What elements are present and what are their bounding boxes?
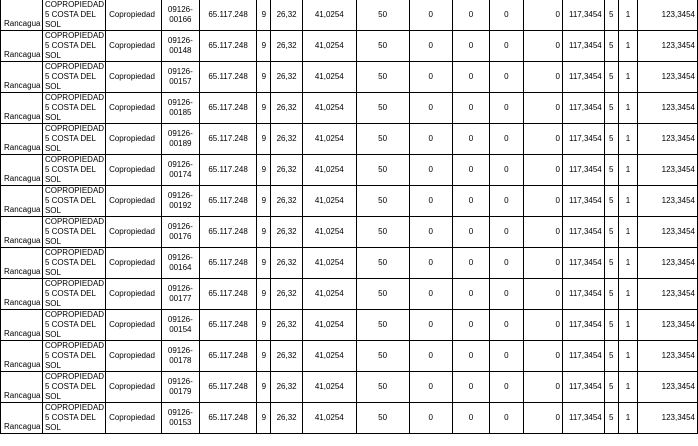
value-cell: 26,32 [271, 372, 303, 403]
rol-cell: 09126-00157 [161, 62, 199, 93]
value-cell: 5 [604, 372, 618, 403]
total-cell: 123,3454 [638, 217, 698, 248]
value-cell: 50 [356, 279, 409, 310]
property-name-cell: COPROPIEDAD 5 COSTA DEL SOL [42, 403, 105, 434]
value-cell: 50 [356, 372, 409, 403]
value-cell: 0 [490, 341, 523, 372]
property-type-cell: Copropiedad [106, 310, 162, 341]
value-cell: 50 [356, 341, 409, 372]
value-cell: 50 [356, 124, 409, 155]
value-cell: 50 [356, 155, 409, 186]
value-cell: 5 [604, 93, 618, 124]
value-cell: 1 [618, 186, 638, 217]
value-cell: 0 [490, 124, 523, 155]
rol-cell: 09126-00166 [161, 0, 199, 31]
value-cell: 1 [618, 124, 638, 155]
value-cell: 0 [523, 217, 562, 248]
rol-cell: 09126-00148 [161, 31, 199, 62]
value-cell: 0 [409, 31, 452, 62]
rut-cell: 65.117.248 [199, 62, 257, 93]
value-cell: 50 [356, 248, 409, 279]
value-cell: 0 [409, 217, 452, 248]
value-cell: 0 [490, 403, 523, 434]
property-type-cell: Copropiedad [106, 186, 162, 217]
rut-cell: 65.117.248 [199, 217, 257, 248]
rut-cell: 65.117.248 [199, 403, 257, 434]
value-cell: 9 [257, 62, 271, 93]
value-cell: 0 [523, 248, 562, 279]
value-cell: 9 [257, 279, 271, 310]
value-cell: 9 [257, 372, 271, 403]
total-cell: 123,3454 [638, 372, 698, 403]
value-cell: 0 [490, 0, 523, 31]
value-cell: 1 [618, 93, 638, 124]
property-name-cell: COPROPIEDAD 5 COSTA DEL SOL [42, 279, 105, 310]
property-type-cell: Copropiedad [106, 403, 162, 434]
total-cell: 123,3454 [638, 186, 698, 217]
value-cell: 0 [409, 310, 452, 341]
value-cell: 9 [257, 0, 271, 31]
city-cell: Rancagua [1, 62, 43, 93]
value-cell: 26,32 [271, 0, 303, 31]
value-cell: 0 [490, 372, 523, 403]
value-cell: 0 [490, 31, 523, 62]
city-cell: Rancagua [1, 403, 43, 434]
property-name-cell: COPROPIEDAD 5 COSTA DEL SOL [42, 155, 105, 186]
property-name-cell: COPROPIEDAD 5 COSTA DEL SOL [42, 0, 105, 31]
property-name-cell: COPROPIEDAD 5 COSTA DEL SOL [42, 248, 105, 279]
table-row [1, 341, 698, 372]
city-cell: Rancagua [1, 310, 43, 341]
value-cell: 41,0254 [303, 155, 357, 186]
property-type-cell: Copropiedad [106, 124, 162, 155]
value-cell: 5 [604, 186, 618, 217]
value-cell: 117,3454 [562, 124, 604, 155]
value-cell: 50 [356, 0, 409, 31]
value-cell: 5 [604, 248, 618, 279]
total-cell: 123,3454 [638, 248, 698, 279]
value-cell: 1 [618, 372, 638, 403]
value-cell: 9 [257, 155, 271, 186]
value-cell: 5 [604, 62, 618, 93]
value-cell: 26,32 [271, 186, 303, 217]
property-type-cell: Copropiedad [106, 248, 162, 279]
city-cell: Rancagua [1, 124, 43, 155]
value-cell: 5 [604, 124, 618, 155]
table-row [1, 279, 698, 310]
rol-cell: 09126-00179 [161, 372, 199, 403]
value-cell: 9 [257, 310, 271, 341]
value-cell: 0 [490, 155, 523, 186]
value-cell: 50 [356, 310, 409, 341]
value-cell: 0 [409, 155, 452, 186]
rol-cell: 09126-00192 [161, 186, 199, 217]
total-cell: 123,3454 [638, 341, 698, 372]
value-cell: 117,3454 [562, 31, 604, 62]
value-cell: 26,32 [271, 341, 303, 372]
value-cell: 41,0254 [303, 248, 357, 279]
value-cell: 41,0254 [303, 310, 357, 341]
total-cell: 123,3454 [638, 124, 698, 155]
total-cell: 123,3454 [638, 31, 698, 62]
table-row [1, 0, 698, 31]
property-name-cell: COPROPIEDAD 5 COSTA DEL SOL [42, 341, 105, 372]
value-cell: 0 [490, 217, 523, 248]
city-cell: Rancagua [1, 217, 43, 248]
value-cell: 26,32 [271, 62, 303, 93]
property-type-cell: Copropiedad [106, 93, 162, 124]
value-cell: 0 [409, 93, 452, 124]
total-cell: 123,3454 [638, 0, 698, 31]
value-cell: 117,3454 [562, 372, 604, 403]
value-cell: 0 [490, 310, 523, 341]
table-row [1, 62, 698, 93]
property-type-cell: Copropiedad [106, 279, 162, 310]
value-cell: 0 [452, 0, 489, 31]
rut-cell: 65.117.248 [199, 186, 257, 217]
value-cell: 9 [257, 93, 271, 124]
value-cell: 5 [604, 31, 618, 62]
value-cell: 0 [523, 186, 562, 217]
value-cell: 117,3454 [562, 341, 604, 372]
rol-cell: 09126-00176 [161, 217, 199, 248]
value-cell: 0 [409, 186, 452, 217]
value-cell: 0 [490, 186, 523, 217]
value-cell: 41,0254 [303, 124, 357, 155]
rut-cell: 65.117.248 [199, 310, 257, 341]
total-cell: 123,3454 [638, 93, 698, 124]
value-cell: 117,3454 [562, 403, 604, 434]
rut-cell: 65.117.248 [199, 155, 257, 186]
table-row [1, 372, 698, 403]
rut-cell: 65.117.248 [199, 372, 257, 403]
value-cell: 1 [618, 310, 638, 341]
city-cell: Rancagua [1, 31, 43, 62]
value-cell: 0 [452, 31, 489, 62]
rol-cell: 09126-00153 [161, 403, 199, 434]
value-cell: 0 [490, 279, 523, 310]
rut-cell: 65.117.248 [199, 279, 257, 310]
property-type-cell: Copropiedad [106, 0, 162, 31]
property-name-cell: COPROPIEDAD 5 COSTA DEL SOL [42, 62, 105, 93]
value-cell: 41,0254 [303, 62, 357, 93]
value-cell: 5 [604, 279, 618, 310]
value-cell: 0 [452, 186, 489, 217]
property-name-cell: COPROPIEDAD 5 COSTA DEL SOL [42, 93, 105, 124]
value-cell: 9 [257, 403, 271, 434]
total-cell: 123,3454 [638, 155, 698, 186]
value-cell: 9 [257, 31, 271, 62]
value-cell: 0 [523, 155, 562, 186]
value-cell: 117,3454 [562, 0, 604, 31]
city-cell: Rancagua [1, 248, 43, 279]
property-name-cell: COPROPIEDAD 5 COSTA DEL SOL [42, 310, 105, 341]
value-cell: 1 [618, 155, 638, 186]
value-cell: 0 [452, 248, 489, 279]
value-cell: 41,0254 [303, 403, 357, 434]
value-cell: 1 [618, 62, 638, 93]
city-cell: Rancagua [1, 279, 43, 310]
value-cell: 0 [490, 248, 523, 279]
value-cell: 1 [618, 248, 638, 279]
value-cell: 0 [452, 124, 489, 155]
value-cell: 0 [490, 93, 523, 124]
value-cell: 0 [409, 341, 452, 372]
value-cell: 0 [523, 403, 562, 434]
value-cell: 41,0254 [303, 279, 357, 310]
value-cell: 50 [356, 403, 409, 434]
value-cell: 26,32 [271, 217, 303, 248]
value-cell: 0 [523, 341, 562, 372]
value-cell: 41,0254 [303, 31, 357, 62]
property-type-cell: Copropiedad [106, 341, 162, 372]
rol-cell: 09126-00164 [161, 248, 199, 279]
value-cell: 0 [490, 62, 523, 93]
value-cell: 9 [257, 217, 271, 248]
property-name-cell: COPROPIEDAD 5 COSTA DEL SOL [42, 372, 105, 403]
value-cell: 0 [523, 372, 562, 403]
table-row [1, 217, 698, 248]
value-cell: 5 [604, 403, 618, 434]
property-name-cell: COPROPIEDAD 5 COSTA DEL SOL [42, 124, 105, 155]
city-cell: Rancagua [1, 0, 43, 31]
value-cell: 117,3454 [562, 155, 604, 186]
value-cell: 1 [618, 403, 638, 434]
value-cell: 9 [257, 341, 271, 372]
rol-cell: 09126-00189 [161, 124, 199, 155]
city-cell: Rancagua [1, 93, 43, 124]
value-cell: 50 [356, 62, 409, 93]
value-cell: 50 [356, 186, 409, 217]
value-cell: 117,3454 [562, 217, 604, 248]
value-cell: 0 [523, 62, 562, 93]
value-cell: 0 [523, 31, 562, 62]
value-cell: 1 [618, 31, 638, 62]
property-type-cell: Copropiedad [106, 217, 162, 248]
value-cell: 0 [409, 0, 452, 31]
rut-cell: 65.117.248 [199, 31, 257, 62]
rut-cell: 65.117.248 [199, 93, 257, 124]
total-cell: 123,3454 [638, 279, 698, 310]
value-cell: 117,3454 [562, 310, 604, 341]
value-cell: 0 [452, 93, 489, 124]
value-cell: 0 [409, 403, 452, 434]
value-cell: 117,3454 [562, 93, 604, 124]
value-cell: 26,32 [271, 124, 303, 155]
value-cell: 117,3454 [562, 279, 604, 310]
value-cell: 0 [409, 248, 452, 279]
value-cell: 0 [452, 217, 489, 248]
value-cell: 5 [604, 217, 618, 248]
value-cell: 50 [356, 31, 409, 62]
value-cell: 0 [452, 155, 489, 186]
value-cell: 0 [452, 279, 489, 310]
city-cell: Rancagua [1, 155, 43, 186]
value-cell: 41,0254 [303, 186, 357, 217]
value-cell: 0 [452, 372, 489, 403]
table-row [1, 31, 698, 62]
value-cell: 9 [257, 124, 271, 155]
value-cell: 26,32 [271, 279, 303, 310]
total-cell: 123,3454 [638, 310, 698, 341]
value-cell: 117,3454 [562, 248, 604, 279]
value-cell: 0 [409, 124, 452, 155]
value-cell: 26,32 [271, 310, 303, 341]
property-name-cell: COPROPIEDAD 5 COSTA DEL SOL [42, 31, 105, 62]
value-cell: 41,0254 [303, 372, 357, 403]
value-cell: 5 [604, 310, 618, 341]
value-cell: 1 [618, 0, 638, 31]
value-cell: 41,0254 [303, 341, 357, 372]
value-cell: 1 [618, 217, 638, 248]
value-cell: 26,32 [271, 31, 303, 62]
value-cell: 1 [618, 341, 638, 372]
value-cell: 0 [523, 0, 562, 31]
rol-cell: 09126-00154 [161, 310, 199, 341]
city-cell: Rancagua [1, 372, 43, 403]
total-cell: 123,3454 [638, 62, 698, 93]
value-cell: 41,0254 [303, 0, 357, 31]
rol-cell: 09126-00177 [161, 279, 199, 310]
value-cell: 50 [356, 93, 409, 124]
value-cell: 0 [409, 279, 452, 310]
property-type-cell: Copropiedad [106, 31, 162, 62]
value-cell: 50 [356, 217, 409, 248]
value-cell: 26,32 [271, 248, 303, 279]
rol-cell: 09126-00178 [161, 341, 199, 372]
rut-cell: 65.117.248 [199, 124, 257, 155]
value-cell: 0 [523, 279, 562, 310]
property-name-cell: COPROPIEDAD 5 COSTA DEL SOL [42, 217, 105, 248]
total-cell: 123,3454 [638, 403, 698, 434]
table-row [1, 93, 698, 124]
value-cell: 117,3454 [562, 186, 604, 217]
property-type-cell: Copropiedad [106, 155, 162, 186]
table-row [1, 403, 698, 434]
value-cell: 0 [523, 124, 562, 155]
table-row [1, 155, 698, 186]
value-cell: 26,32 [271, 155, 303, 186]
value-cell: 9 [257, 248, 271, 279]
table-row [1, 248, 698, 279]
value-cell: 5 [604, 341, 618, 372]
value-cell: 117,3454 [562, 62, 604, 93]
table-row [1, 310, 698, 341]
rut-cell: 65.117.248 [199, 248, 257, 279]
value-cell: 0 [452, 403, 489, 434]
value-cell: 0 [452, 341, 489, 372]
table-row [1, 186, 698, 217]
value-cell: 26,32 [271, 403, 303, 434]
value-cell: 0 [452, 62, 489, 93]
rol-cell: 09126-00174 [161, 155, 199, 186]
value-cell: 26,32 [271, 93, 303, 124]
value-cell: 0 [409, 372, 452, 403]
value-cell: 41,0254 [303, 217, 357, 248]
value-cell: 0 [409, 62, 452, 93]
table-body [1, 0, 698, 434]
rol-cell: 09126-00185 [161, 93, 199, 124]
value-cell: 0 [523, 93, 562, 124]
property-type-cell: Copropiedad [106, 372, 162, 403]
property-type-cell: Copropiedad [106, 62, 162, 93]
property-name-cell: COPROPIEDAD 5 COSTA DEL SOL [42, 186, 105, 217]
city-cell: Rancagua [1, 186, 43, 217]
rut-cell: 65.117.248 [199, 0, 257, 31]
value-cell: 5 [604, 0, 618, 31]
rut-cell: 65.117.248 [199, 341, 257, 372]
value-cell: 1 [618, 279, 638, 310]
table-row [1, 124, 698, 155]
value-cell: 9 [257, 186, 271, 217]
value-cell: 0 [452, 310, 489, 341]
value-cell: 41,0254 [303, 93, 357, 124]
value-cell: 0 [523, 310, 562, 341]
value-cell: 5 [604, 155, 618, 186]
city-cell: Rancagua [1, 341, 43, 372]
